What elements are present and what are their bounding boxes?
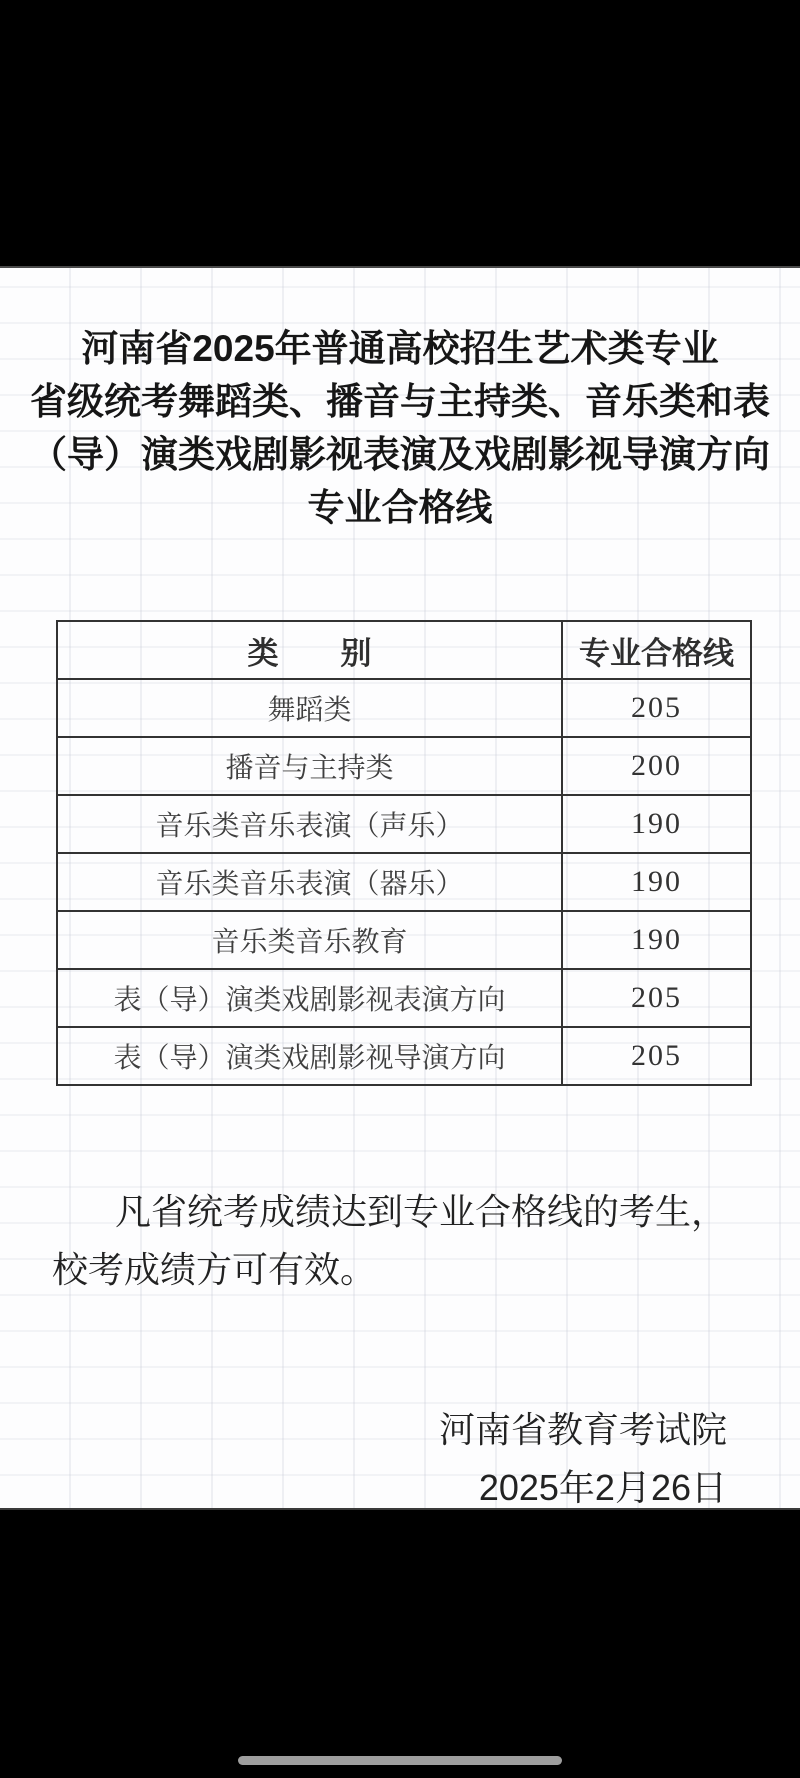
table-row	[57, 969, 751, 1027]
title-line: 省级统考舞蹈类、播音与主持类、音乐类和表	[30, 381, 770, 422]
table-row	[57, 679, 751, 737]
table-row	[57, 911, 751, 969]
category-column-header: 类 别	[57, 621, 562, 679]
category-cell: 舞蹈类	[57, 679, 562, 737]
title-line: 河南省2025年普通高校招生艺术类专业	[81, 328, 719, 369]
category-cell: 音乐类音乐教育	[57, 911, 562, 969]
score-cell: 200	[562, 737, 751, 795]
score-cell: 205	[562, 679, 751, 737]
page-title	[0, 322, 800, 534]
table-row	[57, 795, 751, 853]
category-cell: 表（导）演类戏剧影视导演方向	[57, 1027, 562, 1085]
home-indicator-bar[interactable]	[238, 1756, 562, 1765]
note-paragraph	[52, 1183, 752, 1299]
score-cell: 190	[562, 853, 751, 911]
note-line: 凡省统考成绩达到专业合格线的考生，	[115, 1191, 728, 1232]
issue-date: 2025年2月26日	[478, 1467, 727, 1508]
score-cell: 190	[562, 795, 751, 853]
table-row	[57, 737, 751, 795]
category-cell: 音乐类音乐表演（器乐）	[57, 853, 562, 911]
title-line: 专业合格线	[307, 487, 493, 528]
table-header-row	[57, 621, 751, 679]
title-line: （导）演类戏剧影视表演及戏剧影视导演方向	[30, 434, 770, 475]
cutoff-score-table	[56, 620, 752, 1086]
category-cell: 播音与主持类	[57, 737, 562, 795]
score-cell: 190	[562, 911, 751, 969]
issuer-name: 河南省教育考试院	[438, 1409, 727, 1450]
table-row	[57, 1027, 751, 1085]
note-line: 校考成绩方可有效。	[52, 1249, 377, 1290]
table-row	[57, 853, 751, 911]
category-cell: 表（导）演类戏剧影视表演方向	[57, 969, 562, 1027]
score-cell: 205	[562, 969, 751, 1027]
bottom-letterbox-band	[0, 1508, 800, 1778]
signature-block	[0, 1401, 727, 1517]
cutoff-table-body	[57, 679, 751, 1085]
score-cell: 205	[562, 1027, 751, 1085]
top-letterbox-band	[0, 0, 800, 268]
score-column-header: 专业合格线	[562, 621, 751, 679]
category-cell: 音乐类音乐表演（声乐）	[57, 795, 562, 853]
